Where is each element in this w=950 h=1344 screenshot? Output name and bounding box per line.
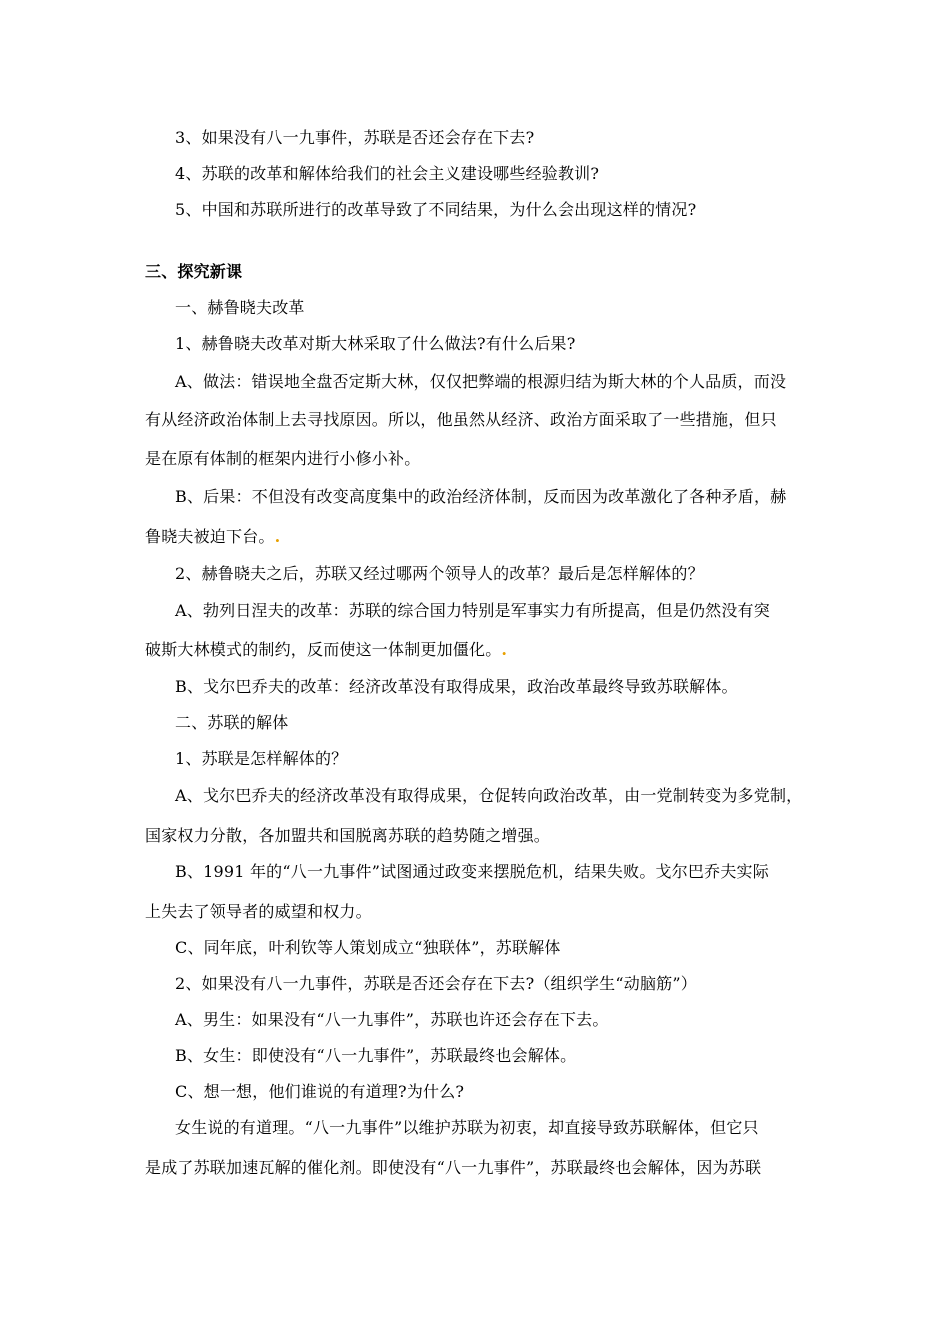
part1-answer-b-line2 bbox=[145, 527, 280, 547]
part2-answer-a-line2: 国家权力分散，各加盟共和国脱离苏联的趋势随之增强。 bbox=[145, 826, 551, 845]
part1-question-1: 1、赫鲁晓夫改革对斯大林采取了什么做法?有什么后果? bbox=[175, 334, 576, 353]
part1-answer-a-line1: A、做法：错误地全盘否定斯大林，仅仅把弊端的根源归结为斯大林的个人品质，而没 bbox=[175, 372, 787, 391]
part1-answer-a-line2: 有从经济政治体制上去寻找原因。所以，他虽然从经济、政治方面采取了一些措施，但只 bbox=[145, 410, 777, 429]
part2-question-1: 1、苏联是怎样解体的？ bbox=[175, 749, 348, 768]
conclusion-line1: 女生说的有道理。“八一九事件”以维护苏联为初衷，却直接导致苏联解体，但它只 bbox=[175, 1118, 759, 1137]
part1-q2-answer-a-line1: A、勃列日涅夫的改革：苏联的综合国力特别是军事实力有所提高，但是仍然没有突 bbox=[175, 601, 770, 620]
conclusion-line2: 是成了苏联加速瓦解的催化剂。即使没有“八一九事件”，苏联最终也会解体，因为苏联 bbox=[145, 1158, 762, 1177]
section-title: 三、探究新课 bbox=[145, 262, 243, 281]
annotation-dot: . bbox=[501, 640, 508, 659]
question-5: 5、中国和苏联所进行的改革导致了不同结果，为什么会出现这样的情况? bbox=[175, 200, 697, 219]
part2-q2-answer-c: C、想一想，他们谁说的有道理?为什么? bbox=[175, 1082, 465, 1101]
annotation-dot: . bbox=[274, 527, 281, 546]
part1-answer-b-line2-text: 鲁晓夫被迫下台。 bbox=[145, 527, 275, 546]
part1-answer-b-line1: B、后果：不但没有改变高度集中的政治经济体制，反而因为改革激化了各种矛盾，赫 bbox=[175, 487, 787, 506]
part2-answer-b-line1: B、1991 年的“八一九事件”试图通过政变来摆脱危机，结果失败。戈尔巴乔夫实际 bbox=[175, 862, 769, 881]
part2-q2-answer-b: B、女生：即使没有“八一九事件”，苏联最终也会解体。 bbox=[175, 1046, 577, 1065]
part2-question-2: 2、如果没有八一九事件，苏联是否还会存在下去?（组织学生“动脑筋”） bbox=[175, 974, 697, 993]
part2-answer-c: C、同年底，叶利钦等人策划成立“独联体”，苏联解体 bbox=[175, 938, 561, 957]
part1-answer-a-line3: 是在原有体制的框架内进行小修小补。 bbox=[145, 449, 421, 468]
part2-q2-answer-a: A、男生：如果没有“八一九事件”，苏联也许还会存在下去。 bbox=[175, 1010, 609, 1029]
part1-q2-answer-b: B、戈尔巴乔夫的改革：经济改革没有取得成果，政治改革最终导致苏联解体。 bbox=[175, 677, 738, 696]
question-4: 4、苏联的改革和解体给我们的社会主义建设哪些经验教训? bbox=[175, 164, 600, 183]
part1-question-2: 2、赫鲁晓夫之后，苏联又经过哪两个领导人的改革？最后是怎样解体的？ bbox=[175, 564, 704, 583]
part2-heading: 二、苏联的解体 bbox=[175, 713, 289, 732]
part1-q2-answer-a-line2-text: 破斯大林模式的制约，反而使这一体制更加僵化。 bbox=[145, 640, 502, 659]
part1-heading: 一、赫鲁晓夫改革 bbox=[175, 298, 305, 317]
part2-answer-a-line1: A、戈尔巴乔夫的经济改革没有取得成果，仓促转向政治改革，由一党制转变为多党制， bbox=[175, 786, 803, 805]
part1-q2-answer-a-line2 bbox=[145, 640, 507, 660]
question-3: 3、如果没有八一九事件，苏联是否还会存在下去? bbox=[175, 128, 535, 147]
part2-answer-b-line2: 上失去了领导者的威望和权力。 bbox=[145, 902, 372, 921]
